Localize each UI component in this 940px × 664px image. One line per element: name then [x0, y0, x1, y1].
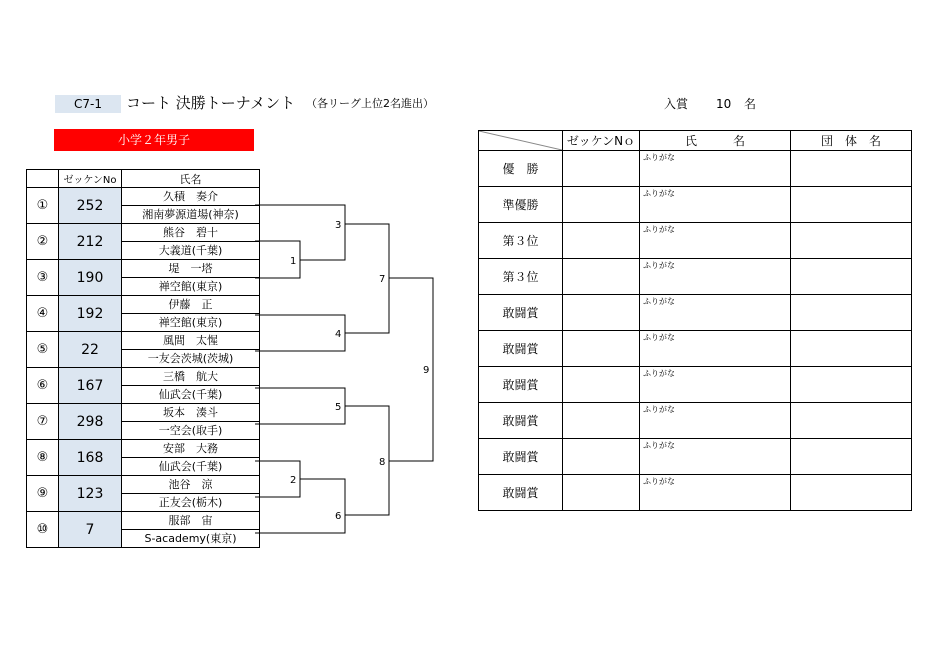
result-team-cell[interactable]: [791, 331, 912, 367]
entry-team: 正友会(栃木): [122, 494, 260, 512]
entry-index: ⑨: [27, 476, 59, 512]
match-label-2: 2: [290, 475, 297, 486]
result-name-cell[interactable]: [640, 223, 791, 259]
result-number-cell[interactable]: [563, 439, 640, 475]
result-name-cell[interactable]: [640, 367, 791, 403]
furigana-label: ふりがな: [643, 477, 675, 486]
prize-count: 10: [716, 97, 732, 111]
entry-team: 一友会茨城(茨城): [122, 350, 260, 368]
entry-number: 190: [59, 260, 122, 296]
entry-index: ②: [27, 224, 59, 260]
furigana-label: ふりがな: [643, 405, 675, 414]
result-number-cell[interactable]: [563, 403, 640, 439]
entry-number: 167: [59, 368, 122, 404]
category-banner: 小学２年男子: [54, 129, 254, 151]
diagonal-line: [479, 131, 562, 150]
entry-team: 禅空館(東京): [122, 314, 260, 332]
match-label-8: 8: [379, 457, 386, 468]
result-team-cell[interactable]: [791, 367, 912, 403]
result-name-cell[interactable]: [640, 187, 791, 223]
entry-number: 212: [59, 224, 122, 260]
entries-header-number: ゼッケンNo: [59, 170, 122, 188]
furigana-label: ふりがな: [643, 441, 675, 450]
result-row: [479, 151, 912, 187]
entry-number: 7: [59, 512, 122, 548]
result-team-cell[interactable]: [791, 187, 912, 223]
results-header-row: [479, 131, 912, 151]
furigana-label: ふりがな: [643, 189, 675, 198]
award-label: 準優勝: [479, 187, 563, 223]
entry-number: 192: [59, 296, 122, 332]
entry-team: 仙武会(千葉): [122, 458, 260, 476]
result-row: [479, 367, 912, 403]
match-label-5: 5: [335, 402, 342, 413]
result-row: [479, 403, 912, 439]
result-name-cell[interactable]: [640, 151, 791, 187]
result-number-cell[interactable]: [563, 331, 640, 367]
entry-name: 久積 奏介: [122, 188, 260, 206]
result-row: [479, 475, 912, 511]
entry-team: 仙武会(千葉): [122, 386, 260, 404]
result-number-cell[interactable]: [563, 295, 640, 331]
results-header-number: ゼッケンNｏ: [563, 131, 640, 151]
result-name-cell[interactable]: [640, 439, 791, 475]
page-subtitle: （各リーグ上位2名進出）: [306, 97, 434, 110]
bracket-line-match-4: [255, 315, 345, 351]
entry-name: 風間 太惺: [122, 332, 260, 350]
entry-team: 湘南夢源道場(神奈): [122, 206, 260, 224]
results-table: [478, 130, 912, 511]
match-label-6: 6: [335, 511, 342, 522]
result-team-cell[interactable]: [791, 151, 912, 187]
entry-team: 大義道(千葉): [122, 242, 260, 260]
award-label: 敢闘賞: [479, 295, 563, 331]
result-number-cell[interactable]: [563, 151, 640, 187]
entry-index: ①: [27, 188, 59, 224]
match-label-3: 3: [335, 220, 342, 231]
furigana-label: ふりがな: [643, 369, 675, 378]
entry-name: 池谷 涼: [122, 476, 260, 494]
match-label-1: 1: [290, 256, 297, 267]
results-body: [479, 151, 912, 511]
court-badge: C7-1: [55, 95, 121, 113]
entry-team: 一空会(取手): [122, 422, 260, 440]
furigana-label: ふりがな: [643, 225, 675, 234]
entry-index: ④: [27, 296, 59, 332]
result-team-cell[interactable]: [791, 475, 912, 511]
award-label: 敢闘賞: [479, 439, 563, 475]
result-number-cell[interactable]: [563, 259, 640, 295]
award-label: 敢闘賞: [479, 475, 563, 511]
entry-number: 298: [59, 404, 122, 440]
result-row: [479, 331, 912, 367]
entry-name: 坂本 湊斗: [122, 404, 260, 422]
entry-team: 禅空館(東京): [122, 278, 260, 296]
result-team-cell[interactable]: [791, 223, 912, 259]
result-number-cell[interactable]: [563, 187, 640, 223]
result-row: [479, 223, 912, 259]
result-row: [479, 439, 912, 475]
entry-number: 252: [59, 188, 122, 224]
result-row: [479, 295, 912, 331]
result-name-cell[interactable]: [640, 475, 791, 511]
award-label: 敢闘賞: [479, 367, 563, 403]
entry-index: ⑥: [27, 368, 59, 404]
entry-index: ⑦: [27, 404, 59, 440]
results-header-team: 団 体 名: [791, 131, 912, 151]
entry-name: 堤 一塔: [122, 260, 260, 278]
result-team-cell[interactable]: [791, 259, 912, 295]
prize-label: 入賞: [664, 97, 689, 111]
result-row: [479, 187, 912, 223]
award-label: 第３位: [479, 259, 563, 295]
result-row: [479, 259, 912, 295]
furigana-label: ふりがな: [643, 261, 675, 270]
entry-number: 22: [59, 332, 122, 368]
entry-number: 168: [59, 440, 122, 476]
result-team-cell[interactable]: [791, 439, 912, 475]
match-label-9: 9: [423, 365, 430, 376]
results-header-name: 氏 名: [640, 131, 791, 151]
result-name-cell[interactable]: [640, 403, 791, 439]
result-name-cell[interactable]: [640, 331, 791, 367]
result-number-cell[interactable]: [563, 223, 640, 259]
award-label: 第３位: [479, 223, 563, 259]
entry-name: 熊谷 碧十: [122, 224, 260, 242]
furigana-label: ふりがな: [643, 153, 675, 162]
match-label-7: 7: [379, 274, 386, 285]
entry-name: 伊藤 正: [122, 296, 260, 314]
result-team-cell[interactable]: [791, 295, 912, 331]
entry-name: 安部 大務: [122, 440, 260, 458]
entry-index: ⑤: [27, 332, 59, 368]
bracket-line-match-5: [255, 388, 345, 424]
entry-name: 服部 宙: [122, 512, 260, 530]
match-label-4: 4: [335, 329, 342, 340]
entry-index: ⑩: [27, 512, 59, 548]
result-name-cell[interactable]: [640, 295, 791, 331]
prize-unit: 名: [744, 97, 757, 111]
entry-name: 三橋 航大: [122, 368, 260, 386]
result-name-cell[interactable]: [640, 259, 791, 295]
entry-team: S-academy(東京): [122, 530, 260, 548]
award-label: 敢闘賞: [479, 331, 563, 367]
page-title: コート 決勝トーナメント: [126, 94, 296, 112]
furigana-label: ふりがな: [643, 297, 675, 306]
furigana-label: ふりがな: [643, 333, 675, 342]
result-number-cell[interactable]: [563, 367, 640, 403]
entries-header-name: 氏名: [122, 170, 260, 188]
results-header-diagonal: [479, 131, 563, 151]
entry-index: ③: [27, 260, 59, 296]
award-label: 優 勝: [479, 151, 563, 187]
entry-index: ⑧: [27, 440, 59, 476]
entry-number: 123: [59, 476, 122, 512]
award-label: 敢闘賞: [479, 403, 563, 439]
result-team-cell[interactable]: [791, 403, 912, 439]
result-number-cell[interactable]: [563, 475, 640, 511]
